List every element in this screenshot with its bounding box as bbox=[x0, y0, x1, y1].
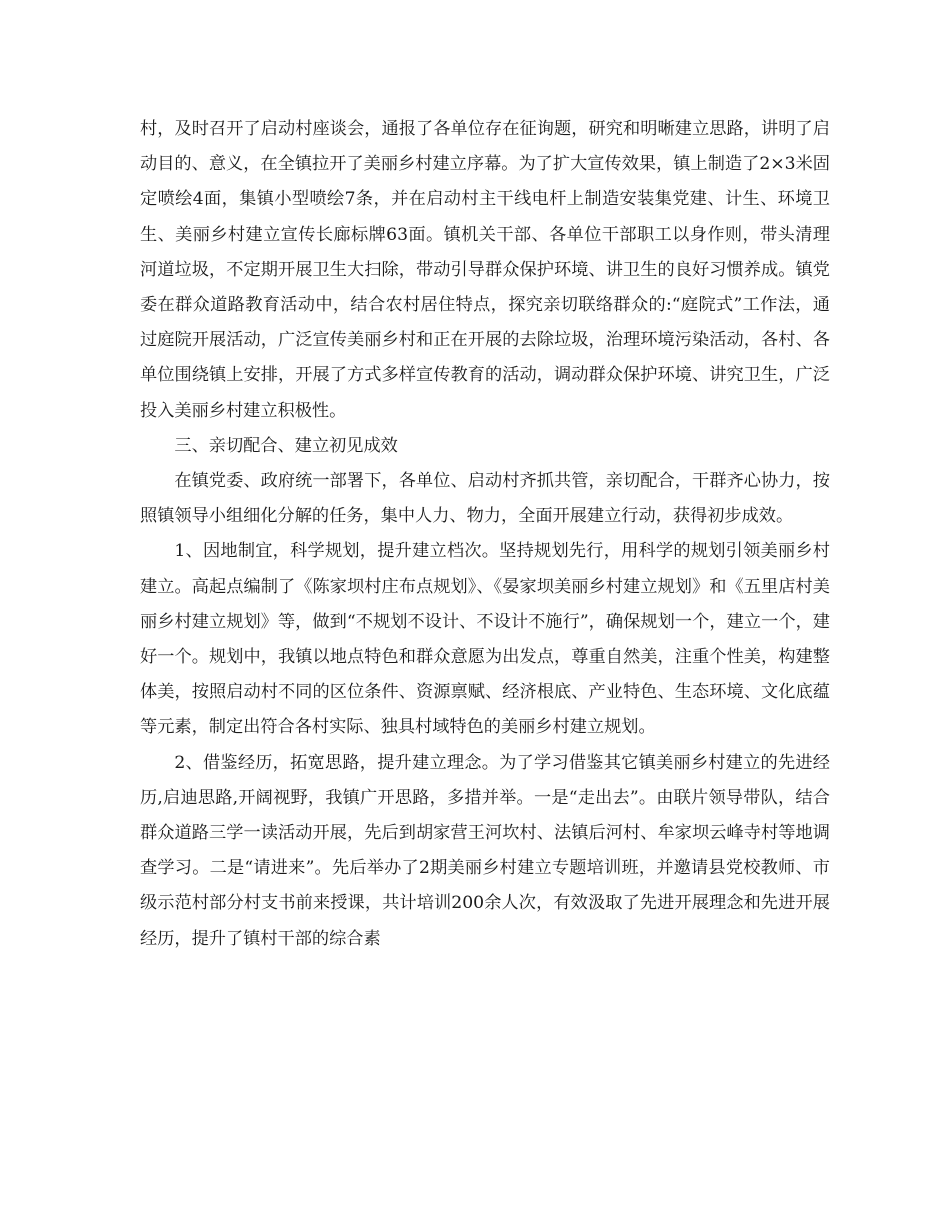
paragraph-continuation: 村，及时召开了启动村座谈会，通报了各单位存在征询题，研究和明晰建立思路，讲明了启动目的、意义，在全镇拉开了美丽乡村建立序幕。为了扩大宣传效果，镇上制造了2×3米固定喷绘4面，集镇小型喷绘7条，并在启动村主干线电杆上制造安装集党建、计生、环境卫生、美丽乡村建立宣传长廊标牌63面。镇机关干部、各单位干部职工以身作则，带头清理河道垃圾，不定期开展卫生大扫除，带动引导群众保护环境、讲卫生的良好习惯养成。镇党委在群众道路教育活动中，结合农村居住特点，探究亲切联络群众的:“庭院式”工作法，通过庭院开展活动，广泛宣传美丽乡村和正在开展的去除垃圾，治理环境污染活动，各村、各单位围绕镇上安排，开展了方式多样宣传教育的活动，调动群众保护环境、讲究卫生，广泛投入美丽乡村建立积极性。 bbox=[140, 119, 830, 421]
document-body bbox=[140, 112, 830, 957]
paragraph-intro: 在镇党委、政府统一部署下，各单位、启动村齐抓共管，亲切配合，干群齐心协力，按照镇领导小组细化分解的任务，集中人力、物力，全面开展建立行动，获得初步成效。 bbox=[140, 471, 830, 527]
paragraph-item-2: 2、借鉴经历，拓宽思路，提升建立理念。为了学习借鉴其它镇美丽乡村建立的先进经历,启迪思路,开阔视野，我镇广开思路，多措并举。一是“走出去”。由联片领导带队，结合群众道路三学一读活动开展，先后到胡家营王河坎村、法镇后河村、牟家坝云峰寺村等地调查学习。二是“请进来”。先后举办了2期美丽乡村建立专题培训班，并邀请县党校教师、市级示范村部分村支书前来授课，共计培训200余人次，有效汲取了先进开展理念和先进开展经历，提升了镇村干部的综合素 bbox=[140, 752, 830, 949]
section-heading: 三、亲切配合、建立初见成效 bbox=[174, 435, 398, 456]
paragraph-item-1: 1、因地制宜，科学规划，提升建立档次。坚持规划先行，用科学的规划引领美丽乡村建立。高起点编制了《陈家坝村庄布点规划》、《晏家坝美丽乡村建立规划》和《五里店村美丽乡村建立规划》等，做到“不规划不设计、不设计不施行”，确保规划一个，建立一个，建好一个。规划中，我镇以地点特色和群众意愿为出发点，尊重自然美，注重个性美，构建整体美，按照启动村不同的区位条件、资源禀赋、经济根底、产业特色、生态环境、文化底蕴等元素，制定出符合各村实际、独具村域特色的美丽乡村建立规划。 bbox=[140, 541, 830, 738]
